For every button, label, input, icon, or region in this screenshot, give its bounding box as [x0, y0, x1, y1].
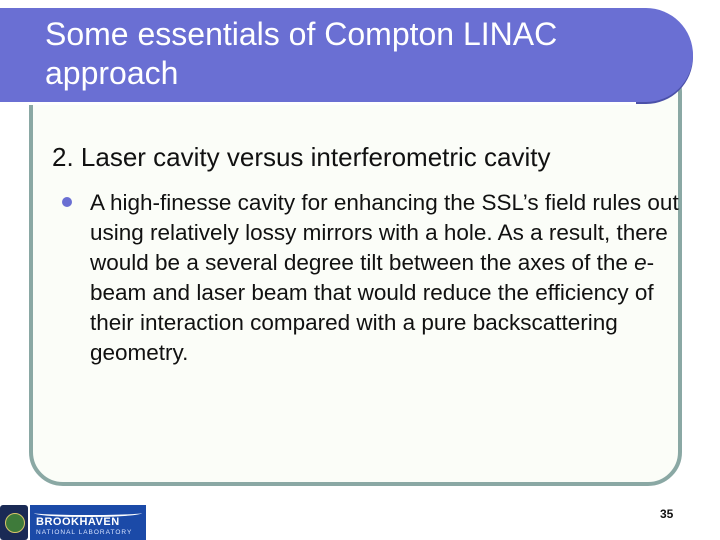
- footer-logo: [0, 505, 146, 540]
- bullet-text-part-1: A high-finesse cavity for enhancing the SSL’s field rules out using relatively lossy mirrors with a hole. As a result, there would be a several degree tilt between the axes of the: [90, 190, 679, 275]
- logo-name: BROOKHAVEN: [36, 516, 120, 528]
- doe-seal-icon: [0, 505, 28, 540]
- bullet-text-part-2: -beam and laser beam that would reduce the efficiency of their interaction compared with a pure backscattering geometry.: [90, 250, 655, 365]
- bullet-text: [90, 188, 680, 368]
- bullet-dot-icon: [62, 197, 72, 207]
- brookhaven-logo: [30, 505, 146, 540]
- page-number: 35: [660, 507, 674, 521]
- bullet-text-italic: e: [634, 250, 647, 275]
- logo-subtitle: NATIONAL LABORATORY: [36, 529, 133, 536]
- section-heading: 2. Laser cavity versus interferometric cavity: [52, 142, 551, 172]
- bullet-item: [60, 188, 680, 368]
- slide-title: Some essentials of Compton LINAC approach: [45, 16, 558, 91]
- title-underline: [0, 102, 636, 105]
